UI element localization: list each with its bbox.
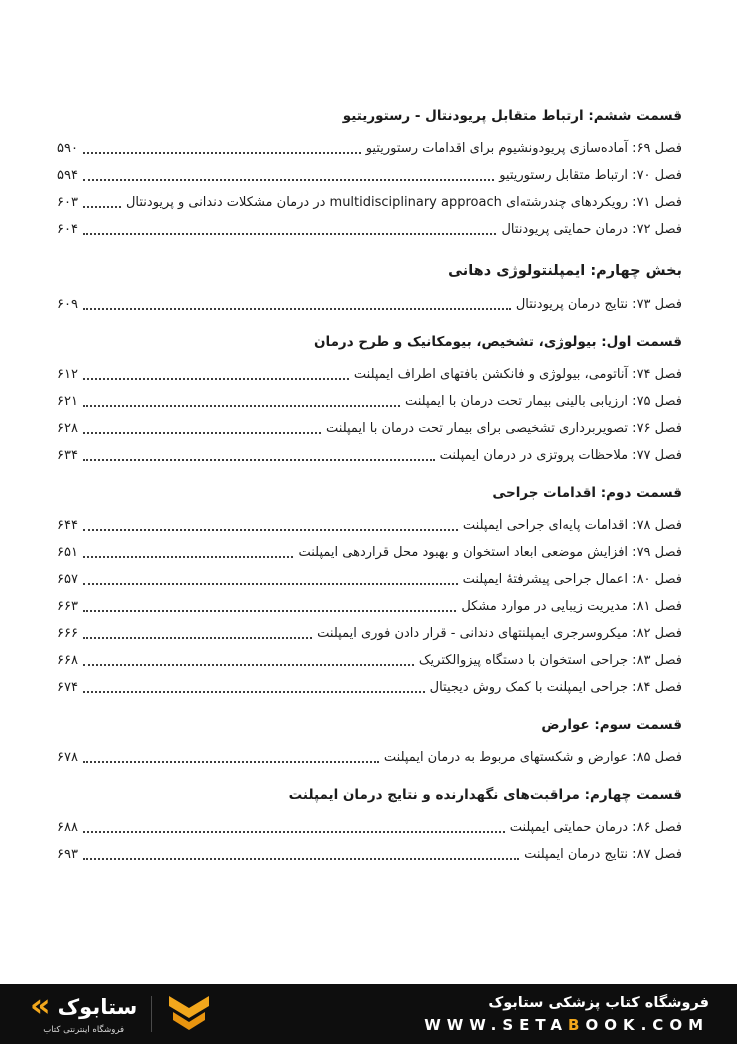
- toc-entry-page: ۶۸۸: [57, 820, 78, 835]
- toc-entry: [57, 620, 682, 647]
- setabook-ribbon-icon: [166, 995, 212, 1033]
- toc-entry-page: ۶۵۷: [57, 572, 78, 587]
- toc-entry-page: ۵۹۴: [57, 168, 78, 183]
- toc-entry-page: ۶۷۸: [57, 750, 78, 765]
- toc-entry: [57, 744, 682, 771]
- dotted-leader: [83, 179, 494, 181]
- section-header: قسمت چهارم: مراقبت‌های نگهدارنده و نتایج درمان ایمپلنت: [288, 787, 682, 803]
- toc-entry-title: فصل ۸۴: جراحی ایمپلنت با کمک روش دیجیتال: [429, 680, 682, 695]
- dotted-leader: [83, 206, 121, 208]
- dotted-leader: [83, 610, 456, 612]
- toc-entry: [57, 135, 682, 162]
- toc-entry-page: ۶۰۹: [57, 297, 78, 312]
- dotted-leader: [83, 761, 379, 763]
- toc-entry-title: فصل ۸۷: نتایج درمان ایمپلنت: [524, 847, 682, 862]
- dotted-leader: [83, 831, 505, 833]
- toc-entry: [57, 814, 682, 841]
- section-header: قسمت ششم: ارتباط متقابل پریودنتال - رستوریتیو: [342, 108, 682, 124]
- toc-entry: [57, 442, 682, 469]
- toc-entry-title: فصل ۷۷: ملاحظات پروتزی در درمان ایمپلنت: [439, 448, 682, 463]
- part-header: بخش چهارم: ایمپلنتولوژی دهانی: [448, 263, 682, 279]
- website-accent-letter: B: [568, 1015, 586, 1034]
- footer-store-info: [424, 995, 709, 1034]
- toc-entry-page: ۶۱۲: [57, 367, 78, 382]
- dotted-leader: [83, 233, 497, 235]
- toc-entry: [57, 593, 682, 620]
- toc-entry-page: ۶۴۴: [57, 518, 78, 533]
- toc-entry-title: فصل ۸۵: عوارض و شکستهای مربوط به درمان ایمپلنت: [383, 750, 682, 765]
- dotted-leader: [83, 556, 294, 558]
- logo-caption: فروشگاه اینترنتی کتاب: [43, 1024, 125, 1035]
- toc-entry-title: فصل ۷۳: نتایج درمان پریودنتال: [515, 297, 682, 312]
- toc-entry-title: فصل ۷۲: درمان حمایتی پریودنتال: [501, 222, 682, 237]
- dotted-leader: [83, 664, 414, 666]
- toc-entry-page: ۶۷۴: [57, 680, 78, 695]
- dotted-leader: [83, 152, 361, 154]
- dotted-leader: [83, 308, 511, 310]
- toc-entry-title: فصل ۸۳: جراحی استخوان با دستگاه پیزوالکتریک: [418, 653, 682, 668]
- section-header: قسمت سوم: عوارض: [541, 717, 682, 733]
- double-left-chevron-icon: «: [30, 986, 51, 1025]
- toc-entry-page: ۶۶۸: [57, 653, 78, 668]
- website-prefix: WWW.SETA: [424, 1015, 569, 1034]
- toc-entry: [57, 388, 682, 415]
- toc-entry: [57, 674, 682, 701]
- toc-entry-page: ۶۵۱: [57, 545, 78, 560]
- toc-entry: [57, 841, 682, 868]
- toc-entry-title: فصل ۷۶: تصویربرداری تشخیصی برای بیمار تحت درمان با ایمپلنت: [326, 421, 682, 436]
- logo-block: [30, 986, 138, 1035]
- toc-entry-page: ۶۶۶: [57, 626, 78, 641]
- footer-divider: [151, 996, 152, 1032]
- toc-entry: [57, 415, 682, 442]
- toc-entry: [57, 162, 682, 189]
- toc-entry: [57, 291, 682, 318]
- toc-entry: [57, 647, 682, 674]
- toc-entry: [57, 189, 682, 216]
- store-name: فروشگاه کتاب پزشکی ستابوک: [488, 994, 709, 1011]
- toc-entry: [57, 361, 682, 388]
- toc-entry: [57, 539, 682, 566]
- logo-row: [30, 986, 138, 1025]
- dotted-leader: [83, 405, 400, 407]
- toc-entry-title: فصل ۷۱: رویکردهای چندرشته‌ای multidisciplinary approach در درمان مشکلات دندانی و پریودنتال: [125, 195, 682, 210]
- toc-entry-page: ۶۲۸: [57, 421, 78, 436]
- toc-entry-title: فصل ۷۴: آناتومی، بیولوژی و فانکشن بافتهای اطراف ایمپلنت: [353, 367, 682, 382]
- website-suffix: OOK.COM: [585, 1015, 709, 1034]
- section-header: قسمت دوم: اقدامات جراحی: [492, 485, 682, 501]
- toc-entry-page: ۶۲۱: [57, 394, 78, 409]
- toc-entry-title: فصل ۶۹: آماده‌سازی پریودونشیوم برای اقدامات رستوریتیو: [365, 141, 682, 156]
- logo-wordmark: ستابوک: [57, 994, 138, 1019]
- dotted-leader: [83, 459, 435, 461]
- dotted-leader: [83, 637, 312, 639]
- footer: [0, 984, 737, 1044]
- toc-entry-title: فصل ۸۲: میکروسرجری ایمپلنتهای دندانی - قرار دادن فوری ایمپلنت: [317, 626, 682, 641]
- toc-entry-page: ۶۹۳: [57, 847, 78, 862]
- dotted-leader: [83, 691, 425, 693]
- dotted-leader: [83, 432, 321, 434]
- toc-entry-page: ۶۶۳: [57, 599, 78, 614]
- toc-entry-title: فصل ۷۹: افزایش موضعی ابعاد استخوان و بهبود محل قراردهی ایمپلنت: [298, 545, 682, 560]
- toc-entry-title: فصل ۷۸: اقدامات پایه‌ای جراحی ایمپلنت: [462, 518, 682, 533]
- toc-entry-title: فصل ۸۶: درمان حمایتی ایمپلنت: [509, 820, 682, 835]
- toc-sections: [57, 107, 682, 868]
- toc-entry: [57, 216, 682, 243]
- toc-entry-page: ۶۰۴: [57, 222, 78, 237]
- toc-entry: [57, 566, 682, 593]
- toc-entry-title: فصل ۷۰: ارتباط متقابل رستوریتیو: [499, 168, 682, 183]
- toc-entry: [57, 512, 682, 539]
- toc-entry-title: فصل ۷۵: ارزیابی بالینی بیمار تحت درمان با ایمپلنت: [404, 394, 682, 409]
- dotted-leader: [83, 583, 458, 585]
- dotted-leader: [83, 858, 519, 860]
- setabook-logo: [30, 986, 212, 1035]
- dotted-leader: [83, 378, 349, 380]
- toc-entry-page: ۶۰۳: [57, 195, 78, 210]
- toc-entry-page: ۵۹۰: [57, 141, 78, 156]
- website-url: [424, 1016, 709, 1034]
- dotted-leader: [83, 529, 458, 531]
- toc-entry-title: فصل ۸۱: مدیریت زیبایی در موارد مشکل: [461, 599, 682, 614]
- toc-entry-page: ۶۳۴: [57, 448, 78, 463]
- section-header: قسمت اول: بیولوژی، تشخیص، بیومکانیک و طرح درمان: [313, 334, 682, 350]
- toc-entry-title: فصل ۸۰: اعمال جراحی پیشرفتهٔ ایمپلنت: [462, 572, 682, 587]
